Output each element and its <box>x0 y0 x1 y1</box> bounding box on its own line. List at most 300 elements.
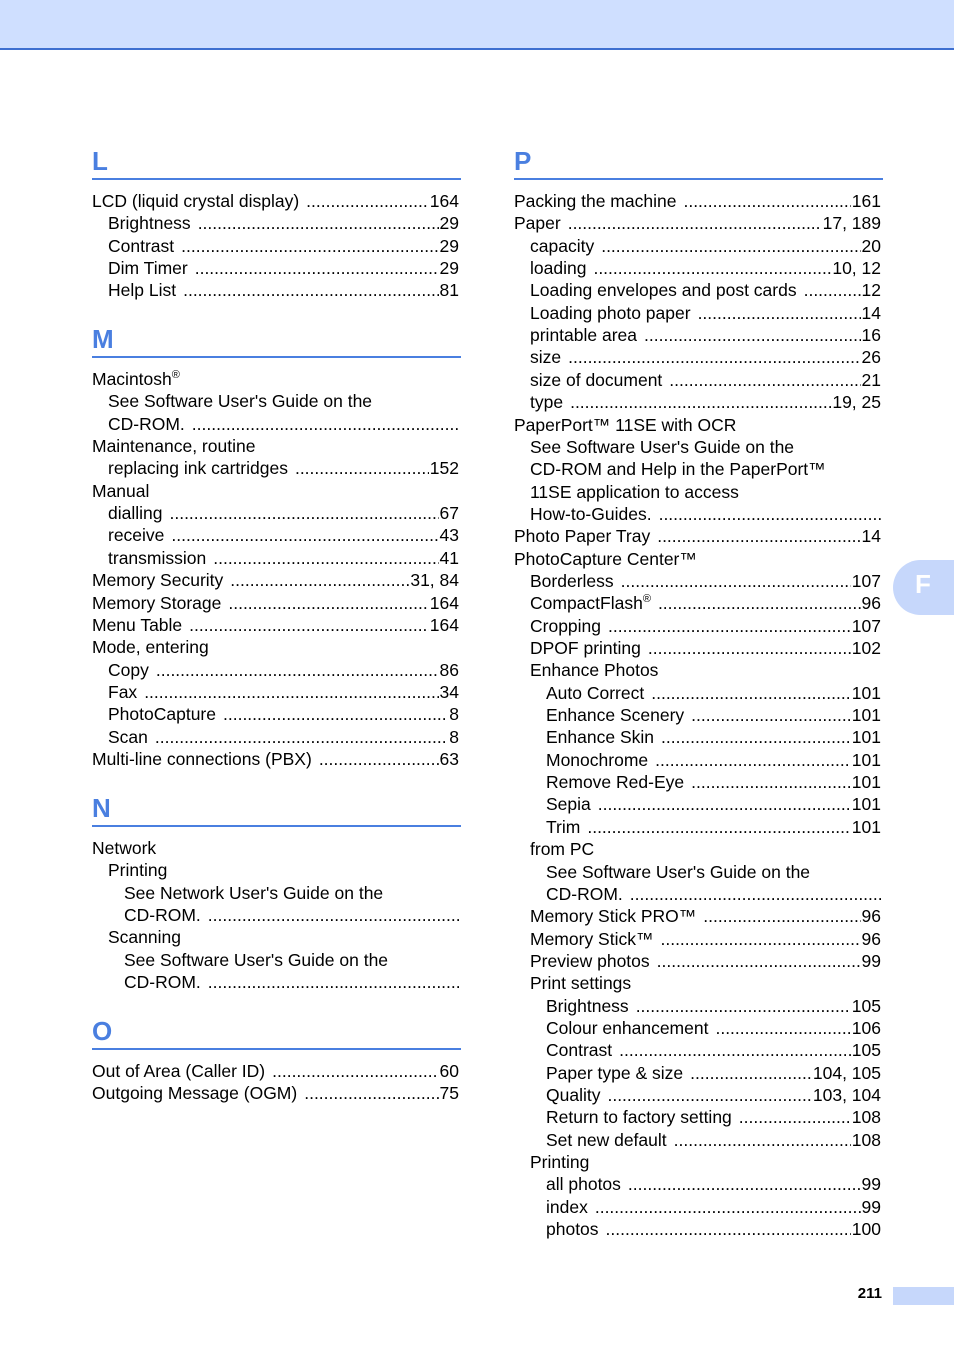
entry-term <box>108 524 171 546</box>
entry-term <box>108 279 183 301</box>
entry-term-text: Monochrome <box>546 749 649 770</box>
entry-term-text: Fax <box>108 681 138 702</box>
entry-term <box>530 324 644 346</box>
entry-page-refs: 43 <box>439 525 459 546</box>
entry-term <box>92 1082 304 1104</box>
index-entry <box>92 1060 459 1082</box>
index-entry <box>92 190 459 212</box>
entry-term-text: DPOF printing <box>530 638 641 658</box>
index-entry <box>514 302 881 324</box>
entry-term-text: Scan <box>108 726 148 747</box>
entry-page-refs: 105 <box>851 995 881 1016</box>
dot-leader <box>593 257 831 279</box>
entry-term <box>92 636 216 658</box>
dot-leader <box>651 682 851 704</box>
entry-term-text: Manual <box>92 480 150 501</box>
index-entry <box>514 771 881 793</box>
registered-mark: ® <box>171 369 180 381</box>
entry-page-refs: 31, 84 <box>410 570 459 591</box>
index-entry <box>92 235 459 257</box>
entry-term <box>546 726 661 748</box>
entry-term <box>546 1039 619 1061</box>
dot-leader <box>628 1173 861 1195</box>
entry-term-text: Paper type & size <box>546 1062 684 1083</box>
entry-term <box>546 1106 739 1128</box>
section-tab-letter: F <box>915 569 931 599</box>
entry-page-refs: 101 <box>851 772 881 793</box>
entry-term-text: Help List <box>108 280 177 301</box>
index-entry <box>514 548 881 570</box>
entry-page-refs: 104, 105 <box>812 1062 881 1083</box>
entry-page-refs: 75 <box>439 1083 459 1104</box>
index-entry <box>514 525 881 547</box>
index-entry <box>514 369 881 391</box>
entry-term <box>546 1173 628 1195</box>
header-band <box>0 0 954 50</box>
entry-page-refs: 108 <box>851 1107 881 1128</box>
entry-page-refs: 107 <box>851 615 881 636</box>
entry-term-text: CD-ROM. <box>546 883 623 904</box>
dot-leader <box>657 525 860 547</box>
entry-page-refs: 10, 12 <box>832 258 881 279</box>
entry-term <box>530 391 570 413</box>
index-entry <box>92 971 459 993</box>
entry-page-refs: 108 <box>851 1129 881 1150</box>
index-entry <box>514 950 881 972</box>
dot-leader <box>568 346 860 368</box>
index-entry <box>514 1173 881 1195</box>
entry-term <box>514 548 704 570</box>
entry-term-text: Borderless <box>530 570 614 591</box>
entry-term <box>108 659 156 681</box>
entry-page-refs: 161 <box>851 191 881 211</box>
entry-term-text: from PC <box>530 839 595 860</box>
index-entry <box>92 659 459 681</box>
entry-term-text: Printing <box>108 860 168 881</box>
entry-term <box>108 457 295 479</box>
entry-page-refs: 34 <box>439 681 459 702</box>
entry-term-text: Menu Table <box>92 614 183 635</box>
dot-leader <box>181 235 438 257</box>
entry-term-text: Macintosh <box>92 369 172 389</box>
entry-term <box>546 816 587 838</box>
entry-term-text: Auto Correct <box>546 682 645 703</box>
entry-page-refs: 103, 104 <box>812 1085 881 1105</box>
entry-page-refs: 29 <box>439 213 459 234</box>
entry-term <box>108 703 223 725</box>
entry-term <box>546 1129 674 1151</box>
entry-term-text: Memory Stick PRO™ <box>530 906 697 927</box>
index-entry <box>514 212 881 234</box>
entry-term-text: Preview photos <box>530 950 650 971</box>
entry-term <box>124 949 395 971</box>
entry-term <box>530 436 801 458</box>
dot-leader <box>619 1039 851 1061</box>
entry-term <box>124 882 390 904</box>
entry-page-refs: 29 <box>439 258 459 279</box>
index-entry <box>514 324 881 346</box>
index-entry <box>92 837 459 859</box>
entry-term <box>92 190 306 212</box>
entry-term-text: Copy <box>108 659 149 680</box>
entry-page-refs: 99 <box>861 1196 881 1217</box>
entry-term <box>514 190 683 212</box>
entry-term-text: CD-ROM. <box>124 972 201 993</box>
entry-page-refs: 17, 189 <box>822 213 881 234</box>
dot-leader <box>601 235 860 257</box>
entry-term <box>530 279 804 301</box>
entry-term-text: Sepia <box>546 794 591 815</box>
dot-leader <box>306 190 429 212</box>
entry-term-text: CompactFlash <box>530 593 643 614</box>
index-entry <box>514 704 881 726</box>
entry-page-refs: 99 <box>861 1174 881 1195</box>
section-letter: L <box>92 146 108 176</box>
entry-page-refs: 81 <box>439 280 459 301</box>
entry-term-text: CD-ROM. <box>124 905 201 926</box>
entry-page-refs: 26 <box>861 347 881 368</box>
entry-term <box>92 1060 272 1082</box>
index-entry <box>92 748 459 770</box>
index-entry <box>514 615 881 637</box>
index-entry <box>514 1218 881 1240</box>
dot-leader <box>648 637 851 659</box>
entry-term-text: Paper <box>514 213 561 234</box>
entry-term <box>108 235 181 257</box>
section-letter: O <box>92 1016 113 1046</box>
entry-term-text: PhotoCapture <box>108 704 216 725</box>
entry-term <box>546 1084 607 1106</box>
dot-leader <box>690 1062 812 1084</box>
index-entry <box>92 413 459 435</box>
entry-term-text: transmission <box>108 547 207 568</box>
index-entry <box>92 480 459 502</box>
entry-page-refs: 152 <box>429 458 459 479</box>
index-entry <box>514 1196 881 1218</box>
entry-term <box>124 904 208 926</box>
dot-leader <box>228 592 428 614</box>
entry-page-refs: 19, 25 <box>832 392 881 413</box>
index-entry <box>514 1084 881 1106</box>
entry-term <box>108 926 188 948</box>
entry-page-refs: 101 <box>851 727 881 748</box>
entry-term-text: LCD (liquid crystal display) <box>92 191 300 211</box>
dot-leader <box>657 950 861 972</box>
entry-term <box>108 413 192 435</box>
dot-leader <box>691 771 851 793</box>
entry-term <box>514 525 657 547</box>
entry-term <box>530 346 568 368</box>
dot-leader <box>208 904 459 926</box>
dot-leader <box>683 190 850 212</box>
dot-leader <box>659 503 881 525</box>
index-entry <box>92 859 459 881</box>
dot-leader <box>598 793 851 815</box>
index-entry <box>92 703 459 725</box>
entry-term <box>546 861 817 883</box>
entry-page-refs: 67 <box>439 503 459 524</box>
section-heading <box>92 142 461 180</box>
entry-term <box>530 659 665 681</box>
index-entry <box>92 569 459 591</box>
entry-term <box>530 503 659 525</box>
index-entry <box>92 949 459 971</box>
entry-page-refs: 14 <box>861 526 881 547</box>
entry-term <box>530 905 703 927</box>
index-entry <box>92 212 459 234</box>
entry-page-refs: 63 <box>439 748 459 769</box>
index-entry <box>514 503 881 525</box>
entry-term <box>514 414 743 436</box>
dot-leader <box>198 212 439 234</box>
entry-term <box>530 972 638 994</box>
dot-leader <box>703 905 860 927</box>
entry-term-text: Cropping <box>530 615 602 636</box>
index-entry <box>92 681 459 703</box>
index-entry <box>92 502 459 524</box>
index-entry <box>514 481 881 503</box>
dot-leader <box>208 971 459 993</box>
entry-term <box>530 458 833 480</box>
page-number: 211 <box>857 1285 882 1302</box>
entry-term-text: Return to factory setting <box>546 1107 732 1128</box>
index-entry <box>514 257 881 279</box>
entry-page-refs: 101 <box>851 794 881 815</box>
entry-term-text: 11SE application to access <box>530 481 739 502</box>
entry-term-text: Loading photo paper <box>530 302 691 323</box>
dot-leader <box>630 883 881 905</box>
dot-leader <box>295 457 429 479</box>
index-entry <box>514 793 881 815</box>
entry-term <box>108 502 169 524</box>
index-entry <box>514 592 881 614</box>
entry-page-refs: 96 <box>861 906 881 927</box>
entry-term <box>546 682 651 704</box>
dot-leader <box>319 748 439 770</box>
index-entry <box>92 1082 459 1104</box>
entry-term <box>108 390 379 412</box>
entry-term <box>530 570 621 592</box>
index-entry <box>514 1129 881 1151</box>
entry-term <box>530 592 658 614</box>
index-entry <box>514 1106 881 1128</box>
entry-page-refs: 12 <box>861 280 881 301</box>
entry-term-text: Quality <box>546 1085 601 1105</box>
entry-page-refs: 14 <box>861 302 881 323</box>
dot-leader <box>189 614 429 636</box>
index-entry <box>514 414 881 436</box>
entry-term <box>108 212 198 234</box>
index-entry <box>514 637 881 659</box>
entry-term-text: Memory Stick™ <box>530 928 654 949</box>
section-tab <box>893 560 954 615</box>
entry-term <box>124 971 208 993</box>
entry-page-refs: 8 <box>449 704 459 725</box>
entry-page-refs: 105 <box>851 1040 881 1061</box>
dot-leader <box>570 391 831 413</box>
entry-term-text: CD-ROM and Help in the PaperPort™ <box>530 459 826 480</box>
entry-term-text: See Software User's Guide on the <box>124 949 389 970</box>
index-entry <box>514 838 881 860</box>
dot-leader <box>698 302 861 324</box>
dot-leader <box>595 1196 861 1218</box>
entry-term <box>92 614 189 636</box>
entry-term-text: all photos <box>546 1174 621 1195</box>
entry-term <box>546 793 598 815</box>
index-entry <box>92 368 459 390</box>
registered-mark: ® <box>642 593 651 606</box>
entry-term-text: capacity <box>530 235 595 256</box>
index-entry <box>514 570 881 592</box>
entry-term-text: Packing the machine <box>514 191 677 211</box>
dot-leader <box>607 1084 811 1106</box>
entry-term-text: printable area <box>530 325 638 346</box>
index-entry <box>92 524 459 546</box>
index-entry <box>514 928 881 950</box>
index-entry <box>92 257 459 279</box>
entry-term-text: Remove Red-Eye <box>546 772 685 793</box>
index-entry <box>92 547 459 569</box>
entry-term <box>530 838 601 860</box>
entry-term <box>530 481 746 503</box>
entry-term-text: See Software User's Guide on the <box>108 391 373 412</box>
entry-term-text: Network <box>92 838 157 858</box>
entry-term <box>108 257 195 279</box>
entry-term <box>546 883 630 905</box>
entry-term <box>514 212 568 234</box>
entry-term-text: Out of Area (Caller ID) <box>92 1061 266 1081</box>
dot-leader <box>674 1129 851 1151</box>
entry-term <box>92 837 163 859</box>
entry-term <box>108 547 213 569</box>
entry-term-text: size <box>530 347 562 368</box>
entry-term-text: Memory Storage <box>92 592 222 613</box>
index-entry <box>514 1017 881 1039</box>
dot-leader <box>223 703 448 725</box>
entry-term-text: How-to-Guides. <box>530 503 652 524</box>
entry-term <box>92 435 262 457</box>
index-entry <box>92 457 459 479</box>
entry-term <box>92 748 319 770</box>
index-entry <box>514 279 881 301</box>
index-entry <box>92 926 459 948</box>
index-entry <box>92 614 459 636</box>
dot-leader <box>156 659 439 681</box>
dot-leader <box>669 369 860 391</box>
entry-term-text: Loading envelopes and post cards <box>530 280 797 301</box>
entry-term <box>92 368 187 390</box>
dot-leader <box>660 928 860 950</box>
entry-term <box>108 859 174 881</box>
dot-leader <box>155 726 448 748</box>
entry-term-text: loading <box>530 258 587 279</box>
entry-page-refs: 21 <box>861 369 881 390</box>
entry-page-refs: 106 <box>851 1017 881 1038</box>
index-entry <box>92 435 459 457</box>
entry-page-refs: 96 <box>861 928 881 949</box>
dot-leader <box>272 1060 438 1082</box>
dot-leader <box>621 570 851 592</box>
entry-term-text: Set new default <box>546 1129 667 1150</box>
entry-term-text: Enhance Photos <box>530 660 659 681</box>
index-entry <box>514 391 881 413</box>
entry-term-text: Trim <box>546 816 581 837</box>
entry-page-refs: 16 <box>861 325 881 346</box>
entry-term-text: Outgoing Message (OGM) <box>92 1083 298 1104</box>
dot-leader <box>144 681 438 703</box>
entry-term-text: size of document <box>530 369 663 390</box>
entry-term-text: Colour enhancement <box>546 1017 709 1038</box>
entry-term <box>546 995 636 1017</box>
entry-term-text: photos <box>546 1219 599 1240</box>
index-entry <box>514 458 881 480</box>
section-heading <box>92 1012 461 1050</box>
entry-term <box>108 681 144 703</box>
entry-page-refs: 99 <box>861 950 881 971</box>
dot-leader <box>608 615 851 637</box>
dot-leader <box>644 324 861 346</box>
entry-term-text: Scanning <box>108 927 181 948</box>
entry-term <box>530 302 698 324</box>
index-entry <box>514 1039 881 1061</box>
dot-leader <box>230 569 409 591</box>
entry-term <box>546 1017 715 1039</box>
entry-term-text: Multi-line connections (PBX) <box>92 748 312 769</box>
entry-page-refs: 100 <box>851 1219 881 1240</box>
section-heading <box>514 142 883 180</box>
index-entry <box>92 592 459 614</box>
entry-page-refs: 60 <box>439 1061 459 1081</box>
entry-term-text: Mode, entering <box>92 637 209 658</box>
entry-term <box>530 1151 596 1173</box>
index-entry <box>514 1151 881 1173</box>
dot-leader <box>655 749 851 771</box>
dot-leader <box>587 816 850 838</box>
entry-page-refs: 164 <box>429 191 459 211</box>
entry-term <box>92 569 230 591</box>
section-letter: P <box>514 146 532 176</box>
index-entry <box>514 995 881 1017</box>
index-entry <box>514 346 881 368</box>
index-entry <box>514 726 881 748</box>
dot-leader <box>213 547 438 569</box>
index-entry <box>514 235 881 257</box>
index-entry <box>514 861 881 883</box>
entry-page-refs: 101 <box>851 682 881 703</box>
entry-term-text: Brightness <box>546 995 629 1016</box>
index-entry <box>514 682 881 704</box>
index-entry <box>92 279 459 301</box>
dot-leader <box>804 279 861 301</box>
entry-term <box>92 592 228 614</box>
entry-page-refs: 101 <box>851 705 881 726</box>
entry-page-refs: 41 <box>439 547 459 568</box>
entry-page-refs: 8 <box>449 726 459 747</box>
index-entry <box>514 816 881 838</box>
entry-term-text: See Network User's Guide on the <box>124 882 384 903</box>
section-letter: M <box>92 324 114 354</box>
entry-page-refs: 96 <box>861 593 881 614</box>
entry-term <box>530 950 657 972</box>
dot-leader <box>606 1218 851 1240</box>
entry-term-text: Brightness <box>108 213 191 234</box>
dot-leader <box>715 1017 850 1039</box>
index-entry <box>514 883 881 905</box>
entry-page-refs: 20 <box>861 235 881 256</box>
index-entry <box>514 1062 881 1084</box>
dot-leader <box>192 413 459 435</box>
entry-term <box>546 1196 595 1218</box>
